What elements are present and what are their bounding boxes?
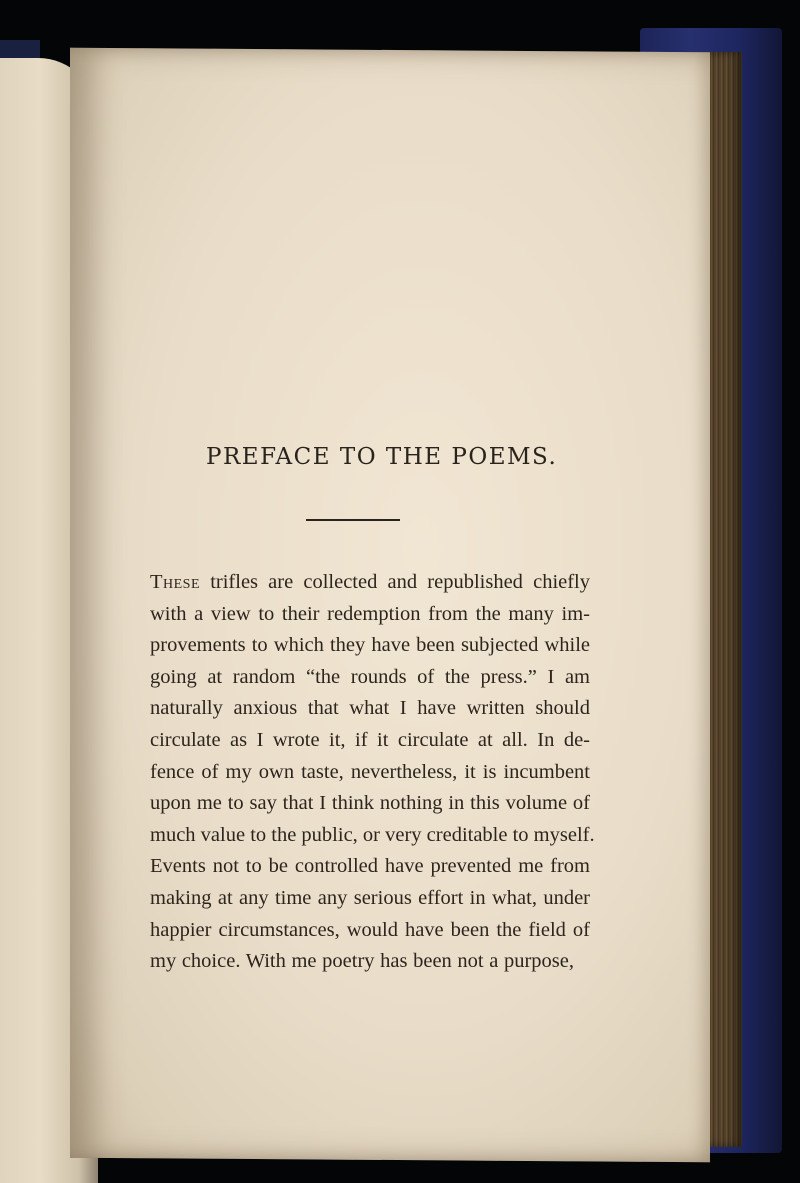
text-line: much value to the public, or very creditable to myself. [150, 823, 595, 846]
text-line: naturally anxious that what I have written should [150, 697, 590, 720]
preface-heading: PREFACE TO THE POEMS. [206, 444, 558, 470]
text-line: provements to which they have been subjected while [150, 634, 590, 657]
text-line-content: trifles are collected and republished chiefly [210, 571, 591, 593]
opening-word: These [150, 571, 201, 593]
text-line: going at random “the rounds of the press.” I am [150, 665, 590, 688]
text-line: Events not to be controlled have prevented me from [150, 855, 590, 878]
text-line: my choice. With me poetry has been not a purpose, [150, 950, 574, 973]
text-line: making at any time any serious effort in what, under [150, 886, 590, 909]
text-line: fence of my own taste, nevertheless, it is incumbent [150, 760, 590, 783]
text-line [150, 567, 590, 599]
text-line: with a view to their redemption from the many im- [150, 602, 590, 625]
text-line: happier circumstances, would have been the field of [150, 918, 590, 941]
preface-body [150, 567, 595, 978]
text-line: upon me to say that I think nothing in this volume of [150, 792, 590, 815]
text-line: circulate as I wrote it, if it circulate at all. In de- [150, 728, 590, 751]
heading-rule [306, 519, 400, 521]
